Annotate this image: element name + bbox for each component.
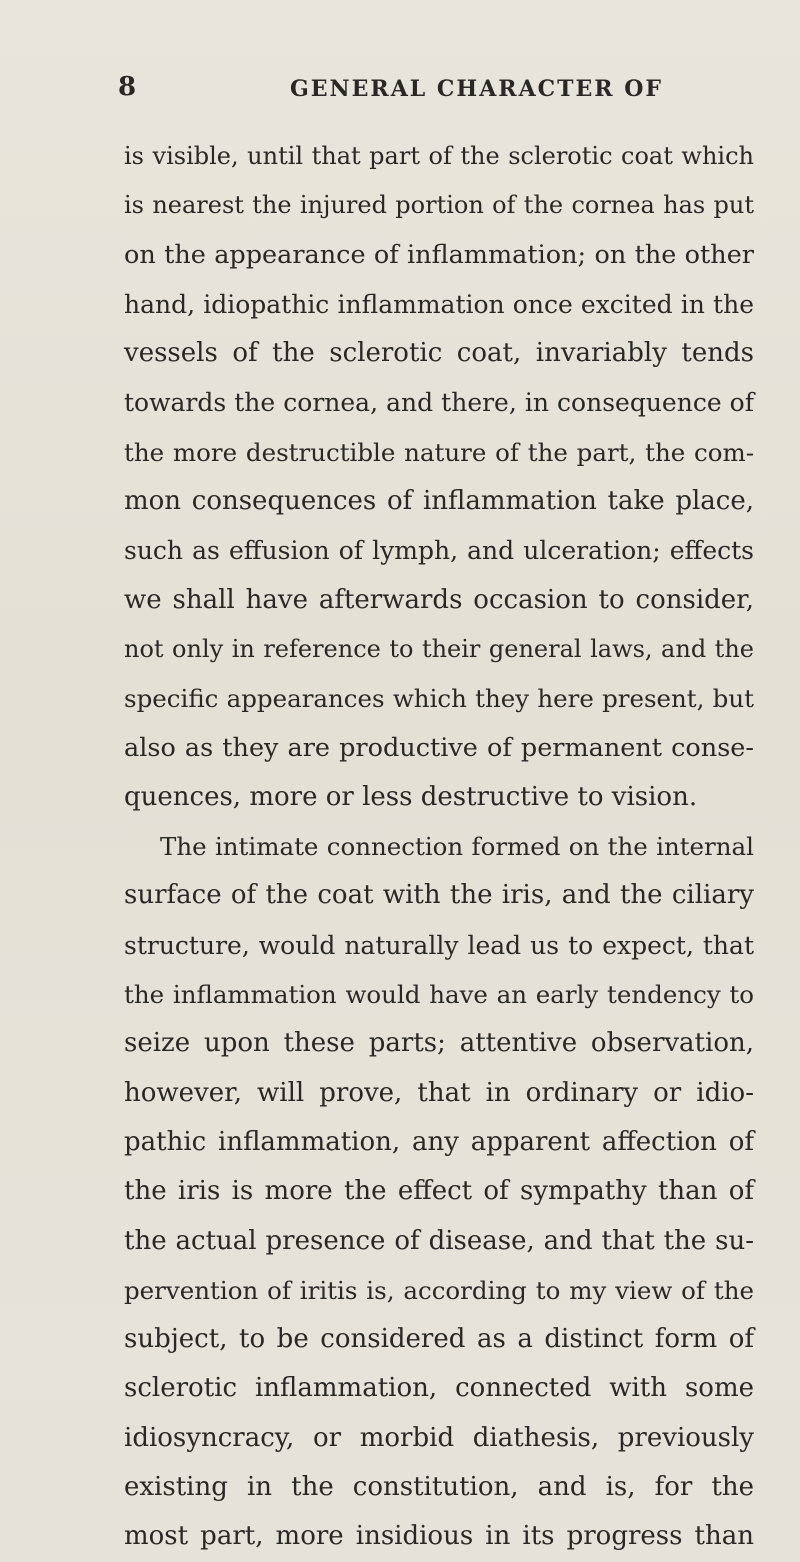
text-line: vessels of the sclerotic coat, invariably tends: [124, 338, 754, 369]
text-line: towards the cornea, and there, in consequence of: [124, 388, 754, 418]
page-number: 8: [118, 72, 137, 102]
text-line: the iris is more the effect of sympathy than of: [124, 1176, 754, 1207]
text-line: pervention of iritis is, according to my view of the: [124, 1275, 754, 1305]
text-line: not only in reference to their general laws, and the: [124, 634, 754, 663]
text-line: idiosyncracy, or morbid diathesis, previously: [124, 1422, 754, 1453]
page-header: [0, 72, 800, 108]
text-line: pathic inflammation, any apparent affection of: [124, 1126, 754, 1157]
text-line: the more destructible nature of the part, the com-: [124, 437, 754, 467]
text-line: surface of the coat with the iris, and the ciliary: [124, 880, 754, 911]
paragraph-start-line: The intimate connection formed on the internal: [160, 832, 754, 862]
text-line: is visible, until that part of the sclerotic coat which: [124, 142, 754, 170]
text-line: also as they are productive of permanent conse-: [124, 732, 754, 763]
text-line: mon consequences of inflammation take place,: [124, 486, 754, 517]
text-line: is nearest the injured portion of the cornea has put: [124, 191, 754, 220]
text-line: specific appearances which they here present, but: [124, 684, 754, 714]
text-line: quences, more or less destructive to vision.: [124, 781, 698, 812]
text-line: sclerotic inflammation, connected with some: [124, 1373, 754, 1404]
text-line: subject, to be considered as a distinct form of: [124, 1324, 754, 1355]
text-line: seize upon these parts; attentive observation,: [124, 1028, 754, 1059]
text-line: most part, more insidious in its progress than: [124, 1521, 754, 1552]
text-line: the inflammation would have an early tendency to: [124, 980, 754, 1010]
running-head: GENERAL CHARACTER OF: [290, 76, 664, 102]
text-line: however, will prove, that in ordinary or idio-: [124, 1077, 754, 1108]
text-line: existing in the constitution, and is, for the: [124, 1472, 754, 1503]
body-text: [124, 132, 754, 1562]
text-line: hand, idiopathic inflammation once excited in the: [124, 289, 754, 319]
text-line: structure, would naturally lead us to expect, that: [124, 930, 754, 960]
text-line: we shall have afterwards occasion to consider,: [124, 584, 754, 615]
text-line: on the appearance of inflammation; on the other: [124, 239, 754, 270]
text-line: the actual presence of disease, and that the su-: [124, 1225, 754, 1256]
text-line: such as effusion of lymph, and ulceration; effects: [124, 536, 754, 566]
